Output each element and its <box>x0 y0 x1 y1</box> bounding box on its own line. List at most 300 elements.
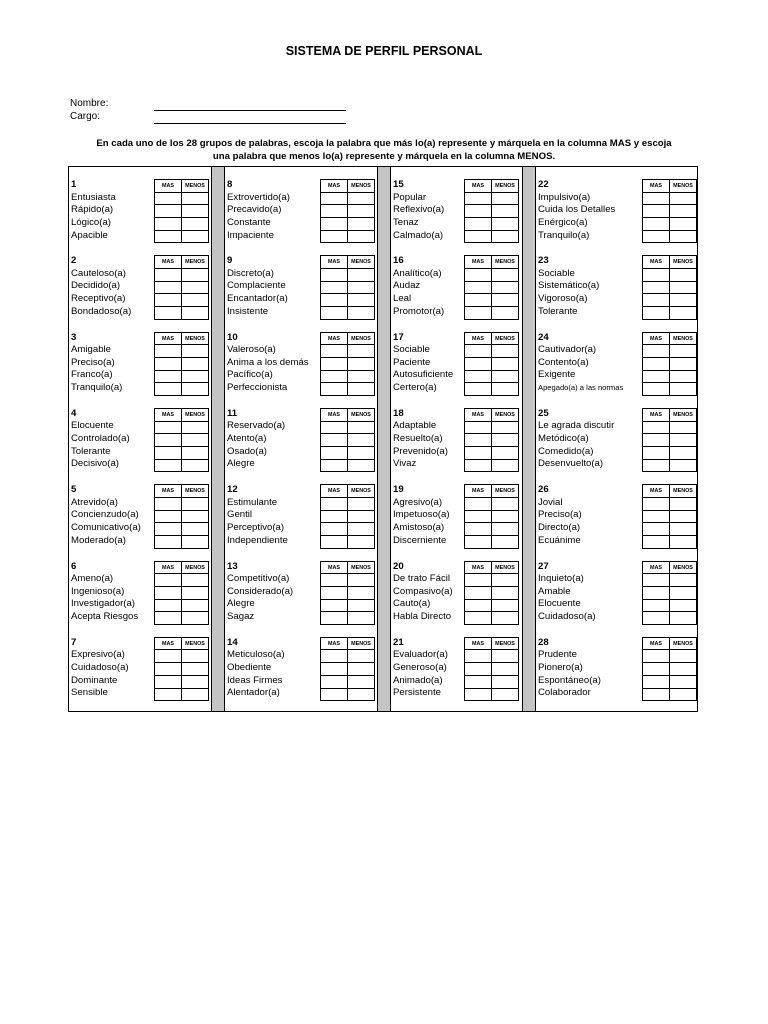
position-field[interactable] <box>154 123 346 124</box>
menos-checkbox[interactable] <box>492 383 519 396</box>
menos-checkbox[interactable] <box>670 231 697 244</box>
mas-checkbox[interactable] <box>321 218 348 231</box>
word-option: Amigable <box>71 344 111 356</box>
mas-checkbox[interactable] <box>465 193 492 206</box>
checkbox-row <box>465 282 519 295</box>
checkbox-row <box>643 511 697 524</box>
mas-checkbox[interactable] <box>321 383 348 396</box>
mas-checkbox[interactable] <box>155 676 182 689</box>
menos-column-header: MENOS <box>670 409 697 422</box>
menos-checkbox[interactable] <box>348 574 375 587</box>
menos-checkbox[interactable] <box>348 511 375 524</box>
menos-checkbox[interactable] <box>492 422 519 435</box>
checkbox-grid <box>154 179 209 243</box>
menos-checkbox[interactable] <box>492 600 519 613</box>
menos-checkbox[interactable] <box>182 345 209 358</box>
mas-checkbox[interactable] <box>465 358 492 371</box>
menos-checkbox[interactable] <box>492 612 519 625</box>
menos-checkbox[interactable] <box>492 269 519 282</box>
menos-checkbox[interactable] <box>348 650 375 663</box>
menos-checkbox[interactable] <box>182 650 209 663</box>
mas-checkbox[interactable] <box>321 269 348 282</box>
menos-checkbox[interactable] <box>348 269 375 282</box>
menos-checkbox[interactable] <box>348 434 375 447</box>
checkbox-row <box>465 676 519 689</box>
menos-checkbox[interactable] <box>492 345 519 358</box>
menos-checkbox[interactable] <box>182 307 209 320</box>
mas-checkbox[interactable] <box>465 536 492 549</box>
mas-checkbox[interactable] <box>643 447 670 460</box>
mas-checkbox[interactable] <box>155 205 182 218</box>
mas-checkbox[interactable] <box>643 498 670 511</box>
name-field[interactable] <box>154 110 346 111</box>
menos-checkbox[interactable] <box>348 231 375 244</box>
menos-checkbox[interactable] <box>182 600 209 613</box>
mas-checkbox[interactable] <box>321 434 348 447</box>
menos-checkbox[interactable] <box>348 422 375 435</box>
word-option: Impetuoso(a) <box>393 509 450 521</box>
mas-checkbox[interactable] <box>321 371 348 384</box>
menos-checkbox[interactable] <box>492 663 519 676</box>
menos-checkbox[interactable] <box>182 282 209 295</box>
mas-checkbox[interactable] <box>155 345 182 358</box>
word-option: Osado(a) <box>227 445 267 457</box>
menos-checkbox[interactable] <box>182 587 209 600</box>
mas-checkbox[interactable] <box>321 612 348 625</box>
word-option: Calmado(a) <box>393 229 444 241</box>
menos-checkbox[interactable] <box>670 612 697 625</box>
checkbox-grid <box>320 561 375 625</box>
menos-checkbox[interactable] <box>348 523 375 536</box>
word-option: Alegre <box>227 458 255 470</box>
mas-checkbox[interactable] <box>643 371 670 384</box>
mas-checkbox[interactable] <box>321 282 348 295</box>
mas-checkbox[interactable] <box>643 231 670 244</box>
checkbox-row <box>465 434 519 447</box>
word-option: Agresivo(a) <box>393 496 443 508</box>
menos-checkbox[interactable] <box>348 205 375 218</box>
mas-checkbox[interactable] <box>643 294 670 307</box>
checkbox-row <box>643 205 697 218</box>
checkbox-row <box>465 460 519 473</box>
menos-checkbox[interactable] <box>670 269 697 282</box>
menos-checkbox[interactable] <box>348 193 375 206</box>
menos-checkbox[interactable] <box>348 587 375 600</box>
group-number: 1 <box>71 179 77 190</box>
mas-checkbox[interactable] <box>155 294 182 307</box>
mas-checkbox[interactable] <box>155 600 182 613</box>
mas-checkbox[interactable] <box>643 511 670 524</box>
checkbox-row <box>643 307 697 320</box>
mas-checkbox[interactable] <box>465 523 492 536</box>
menos-checkbox[interactable] <box>182 574 209 587</box>
menos-checkbox[interactable] <box>492 536 519 549</box>
mas-checkbox[interactable] <box>321 600 348 613</box>
menos-checkbox[interactable] <box>670 205 697 218</box>
menos-checkbox[interactable] <box>182 231 209 244</box>
word-option: Independiente <box>227 534 288 546</box>
menos-checkbox[interactable] <box>182 358 209 371</box>
mas-checkbox[interactable] <box>321 523 348 536</box>
menos-checkbox[interactable] <box>492 193 519 206</box>
menos-checkbox[interactable] <box>670 193 697 206</box>
mas-checkbox[interactable] <box>465 676 492 689</box>
mas-checkbox[interactable] <box>321 294 348 307</box>
menos-checkbox[interactable] <box>182 383 209 396</box>
mas-checkbox[interactable] <box>465 663 492 676</box>
menos-checkbox[interactable] <box>492 574 519 587</box>
mas-checkbox[interactable] <box>465 612 492 625</box>
mas-column-header: MAS <box>155 180 182 193</box>
word-option: Prudente <box>538 649 577 661</box>
menos-checkbox[interactable] <box>492 282 519 295</box>
mas-checkbox[interactable] <box>643 205 670 218</box>
mas-checkbox[interactable] <box>321 689 348 702</box>
mas-checkbox[interactable] <box>465 511 492 524</box>
menos-checkbox[interactable] <box>182 676 209 689</box>
mas-checkbox[interactable] <box>643 650 670 663</box>
menos-checkbox[interactable] <box>670 422 697 435</box>
word-option: Ecuánime <box>538 534 581 546</box>
checkbox-row <box>321 587 375 600</box>
menos-checkbox[interactable] <box>348 371 375 384</box>
mas-checkbox[interactable] <box>465 447 492 460</box>
menos-checkbox[interactable] <box>348 676 375 689</box>
mas-checkbox[interactable] <box>321 193 348 206</box>
checkbox-header-row <box>321 638 375 651</box>
menos-checkbox[interactable] <box>348 358 375 371</box>
mas-checkbox[interactable] <box>465 460 492 473</box>
mas-checkbox[interactable] <box>321 345 348 358</box>
checkbox-grid <box>320 332 375 396</box>
checkbox-header-row <box>643 333 697 346</box>
menos-checkbox[interactable] <box>348 536 375 549</box>
mas-checkbox[interactable] <box>643 663 670 676</box>
menos-column-header: MENOS <box>348 562 375 575</box>
mas-checkbox[interactable] <box>155 358 182 371</box>
menos-column-header: MENOS <box>182 638 209 651</box>
checkbox-row <box>321 676 375 689</box>
menos-column-header: MENOS <box>348 409 375 422</box>
checkbox-header-row <box>155 638 209 651</box>
menos-checkbox[interactable] <box>348 447 375 460</box>
menos-checkbox[interactable] <box>670 676 697 689</box>
mas-checkbox[interactable] <box>155 193 182 206</box>
group-number: 11 <box>227 407 238 419</box>
checkbox-row <box>321 434 375 447</box>
menos-checkbox[interactable] <box>492 650 519 663</box>
checkbox-row <box>155 536 209 549</box>
menos-checkbox[interactable] <box>492 231 519 244</box>
checkbox-row <box>155 231 209 244</box>
menos-checkbox[interactable] <box>492 434 519 447</box>
menos-checkbox[interactable] <box>670 498 697 511</box>
mas-checkbox[interactable] <box>321 574 348 587</box>
mas-checkbox[interactable] <box>155 282 182 295</box>
word-option: Valeroso(a) <box>227 344 276 356</box>
mas-checkbox[interactable] <box>155 434 182 447</box>
word-option: Persistente <box>393 687 441 699</box>
menos-checkbox[interactable] <box>670 511 697 524</box>
mas-checkbox[interactable] <box>155 650 182 663</box>
checkbox-row <box>465 345 519 358</box>
menos-checkbox[interactable] <box>348 294 375 307</box>
word-option: Prevenido(a) <box>393 445 448 457</box>
menos-checkbox[interactable] <box>492 307 519 320</box>
checkbox-header-row <box>321 562 375 575</box>
checkbox-row <box>643 193 697 206</box>
menos-checkbox[interactable] <box>182 434 209 447</box>
mas-column-header: MAS <box>643 333 670 346</box>
checkbox-row <box>643 587 697 600</box>
checkbox-header-row <box>321 333 375 346</box>
menos-checkbox[interactable] <box>492 676 519 689</box>
menos-checkbox[interactable] <box>670 650 697 663</box>
checkbox-row <box>321 663 375 676</box>
menos-checkbox[interactable] <box>182 447 209 460</box>
mas-checkbox[interactable] <box>155 422 182 435</box>
menos-checkbox[interactable] <box>182 193 209 206</box>
menos-checkbox[interactable] <box>348 307 375 320</box>
mas-checkbox[interactable] <box>643 218 670 231</box>
checkbox-row <box>643 422 697 435</box>
menos-checkbox[interactable] <box>182 218 209 231</box>
menos-checkbox[interactable] <box>670 307 697 320</box>
checkbox-grid <box>320 255 375 319</box>
menos-checkbox[interactable] <box>348 383 375 396</box>
mas-checkbox[interactable] <box>321 358 348 371</box>
mas-checkbox[interactable] <box>321 663 348 676</box>
mas-checkbox[interactable] <box>465 307 492 320</box>
mas-checkbox[interactable] <box>643 358 670 371</box>
menos-checkbox[interactable] <box>670 434 697 447</box>
mas-checkbox[interactable] <box>321 205 348 218</box>
mas-checkbox[interactable] <box>643 345 670 358</box>
mas-checkbox[interactable] <box>465 498 492 511</box>
menos-checkbox[interactable] <box>670 282 697 295</box>
menos-checkbox[interactable] <box>492 205 519 218</box>
mas-checkbox[interactable] <box>465 434 492 447</box>
menos-checkbox[interactable] <box>670 460 697 473</box>
menos-checkbox[interactable] <box>670 574 697 587</box>
menos-checkbox[interactable] <box>348 282 375 295</box>
mas-checkbox[interactable] <box>643 282 670 295</box>
mas-checkbox[interactable] <box>643 383 670 396</box>
menos-checkbox[interactable] <box>348 460 375 473</box>
menos-checkbox[interactable] <box>670 600 697 613</box>
menos-checkbox[interactable] <box>348 345 375 358</box>
mas-checkbox[interactable] <box>643 269 670 282</box>
menos-checkbox[interactable] <box>492 218 519 231</box>
word-option: Pionero(a) <box>538 661 583 673</box>
mas-checkbox[interactable] <box>155 447 182 460</box>
menos-checkbox[interactable] <box>670 294 697 307</box>
menos-checkbox[interactable] <box>182 663 209 676</box>
menos-column-header: MENOS <box>348 638 375 651</box>
menos-checkbox[interactable] <box>670 358 697 371</box>
mas-checkbox[interactable] <box>643 307 670 320</box>
menos-checkbox[interactable] <box>182 523 209 536</box>
menos-checkbox[interactable] <box>492 460 519 473</box>
mas-checkbox[interactable] <box>643 574 670 587</box>
mas-checkbox[interactable] <box>465 205 492 218</box>
menos-checkbox[interactable] <box>670 218 697 231</box>
menos-checkbox[interactable] <box>348 600 375 613</box>
mas-checkbox[interactable] <box>465 422 492 435</box>
mas-checkbox[interactable] <box>155 587 182 600</box>
mas-checkbox[interactable] <box>465 650 492 663</box>
menos-checkbox[interactable] <box>492 498 519 511</box>
menos-checkbox[interactable] <box>182 205 209 218</box>
menos-checkbox[interactable] <box>182 689 209 702</box>
checkbox-row <box>321 231 375 244</box>
group-number: 15 <box>393 179 404 190</box>
mas-checkbox[interactable] <box>155 460 182 473</box>
menos-checkbox[interactable] <box>670 663 697 676</box>
mas-checkbox[interactable] <box>465 371 492 384</box>
mas-column-header: MAS <box>643 409 670 422</box>
mas-checkbox[interactable] <box>643 689 670 702</box>
menos-checkbox[interactable] <box>182 460 209 473</box>
menos-checkbox[interactable] <box>182 612 209 625</box>
mas-checkbox[interactable] <box>321 447 348 460</box>
mas-checkbox[interactable] <box>643 600 670 613</box>
mas-checkbox[interactable] <box>643 587 670 600</box>
mas-checkbox[interactable] <box>155 498 182 511</box>
menos-checkbox[interactable] <box>182 294 209 307</box>
checkbox-row <box>321 371 375 384</box>
mas-checkbox[interactable] <box>155 511 182 524</box>
group-number: 24 <box>538 331 549 343</box>
menos-checkbox[interactable] <box>182 536 209 549</box>
instructions-line-1: En cada uno de los 28 grupos de palabras, escoja la palabra que más lo(a) represente y márquela en la columna MAS y escoja <box>96 138 672 149</box>
mas-checkbox[interactable] <box>643 434 670 447</box>
mas-checkbox[interactable] <box>643 460 670 473</box>
menos-checkbox[interactable] <box>348 663 375 676</box>
menos-checkbox[interactable] <box>670 371 697 384</box>
checkbox-row <box>643 434 697 447</box>
mas-checkbox[interactable] <box>155 689 182 702</box>
mas-checkbox[interactable] <box>643 676 670 689</box>
mas-checkbox[interactable] <box>155 574 182 587</box>
word-option: Autosuficiente <box>393 369 454 381</box>
mas-checkbox[interactable] <box>465 345 492 358</box>
menos-column-header: MENOS <box>670 256 697 269</box>
mas-checkbox[interactable] <box>321 511 348 524</box>
page-title: SISTEMA DE PERFIL PERSONAL <box>285 44 483 58</box>
mas-checkbox[interactable] <box>155 269 182 282</box>
checkbox-grid <box>154 255 209 319</box>
mas-checkbox[interactable] <box>465 282 492 295</box>
menos-checkbox[interactable] <box>348 498 375 511</box>
mas-checkbox[interactable] <box>465 600 492 613</box>
mas-checkbox[interactable] <box>321 307 348 320</box>
mas-column-header: MAS <box>155 562 182 575</box>
menos-checkbox[interactable] <box>182 422 209 435</box>
checkbox-row <box>155 294 209 307</box>
menos-checkbox[interactable] <box>670 447 697 460</box>
menos-checkbox[interactable] <box>492 294 519 307</box>
mas-checkbox[interactable] <box>155 383 182 396</box>
word-option: Atento(a) <box>227 433 267 445</box>
menos-checkbox[interactable] <box>182 371 209 384</box>
mas-checkbox[interactable] <box>643 536 670 549</box>
position-label: Cargo: <box>70 111 101 122</box>
mas-checkbox[interactable] <box>321 460 348 473</box>
menos-checkbox[interactable] <box>670 383 697 396</box>
mas-checkbox[interactable] <box>321 536 348 549</box>
mas-checkbox[interactable] <box>465 689 492 702</box>
checkbox-row <box>321 600 375 613</box>
mas-checkbox[interactable] <box>155 231 182 244</box>
mas-checkbox[interactable] <box>643 422 670 435</box>
mas-checkbox[interactable] <box>321 498 348 511</box>
menos-checkbox[interactable] <box>492 689 519 702</box>
mas-checkbox[interactable] <box>465 231 492 244</box>
mas-checkbox[interactable] <box>155 307 182 320</box>
mas-checkbox[interactable] <box>321 676 348 689</box>
checkbox-row <box>643 536 697 549</box>
menos-checkbox[interactable] <box>492 587 519 600</box>
mas-checkbox[interactable] <box>465 574 492 587</box>
menos-checkbox[interactable] <box>182 498 209 511</box>
menos-checkbox[interactable] <box>492 447 519 460</box>
menos-column-header: MENOS <box>492 638 519 651</box>
mas-checkbox[interactable] <box>465 383 492 396</box>
mas-checkbox[interactable] <box>155 612 182 625</box>
mas-checkbox[interactable] <box>465 269 492 282</box>
mas-checkbox[interactable] <box>321 422 348 435</box>
menos-checkbox[interactable] <box>670 587 697 600</box>
menos-checkbox[interactable] <box>348 689 375 702</box>
menos-checkbox[interactable] <box>348 218 375 231</box>
mas-checkbox[interactable] <box>155 218 182 231</box>
checkbox-row <box>155 358 209 371</box>
menos-checkbox[interactable] <box>670 523 697 536</box>
mas-checkbox[interactable] <box>155 663 182 676</box>
menos-checkbox[interactable] <box>492 371 519 384</box>
mas-checkbox[interactable] <box>321 587 348 600</box>
menos-checkbox[interactable] <box>348 612 375 625</box>
group-number: 7 <box>71 636 77 648</box>
mas-checkbox[interactable] <box>321 231 348 244</box>
group-number: 23 <box>538 255 549 267</box>
menos-column-header: MENOS <box>492 409 519 422</box>
menos-checkbox[interactable] <box>182 269 209 282</box>
word-option: Sociable <box>393 344 430 356</box>
menos-checkbox[interactable] <box>670 689 697 702</box>
mas-checkbox[interactable] <box>465 218 492 231</box>
checkbox-row <box>321 205 375 218</box>
menos-checkbox[interactable] <box>492 523 519 536</box>
checkbox-row <box>321 612 375 625</box>
menos-checkbox[interactable] <box>492 358 519 371</box>
menos-checkbox[interactable] <box>670 536 697 549</box>
menos-checkbox[interactable] <box>182 511 209 524</box>
mas-checkbox[interactable] <box>465 587 492 600</box>
mas-checkbox[interactable] <box>643 523 670 536</box>
mas-checkbox[interactable] <box>155 371 182 384</box>
mas-checkbox[interactable] <box>643 193 670 206</box>
mas-checkbox[interactable] <box>155 536 182 549</box>
menos-checkbox[interactable] <box>670 345 697 358</box>
word-option: Certero(a) <box>393 382 437 394</box>
menos-checkbox[interactable] <box>492 511 519 524</box>
mas-checkbox[interactable] <box>155 523 182 536</box>
mas-checkbox[interactable] <box>643 612 670 625</box>
mas-checkbox[interactable] <box>465 294 492 307</box>
mas-checkbox[interactable] <box>321 650 348 663</box>
